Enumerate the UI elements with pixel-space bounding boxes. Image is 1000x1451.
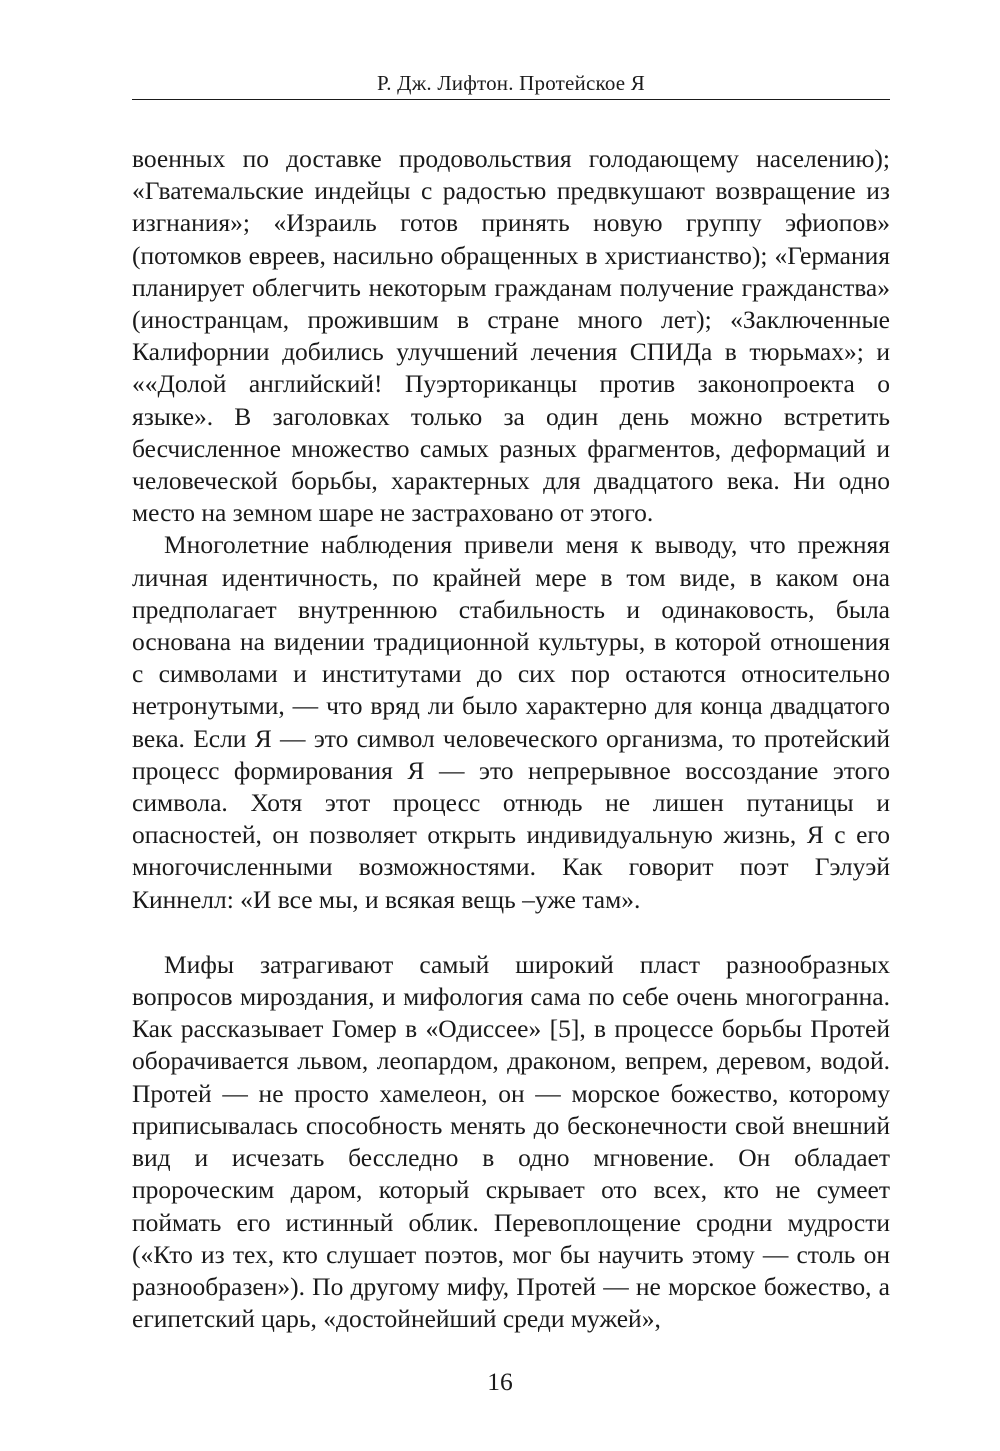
- paragraph-continued: военных по доставке продовольствия голодающему населению); «Гватемальские индейцы с радостью предвкушают возвращение из изгнания»; «Израиль готов принять новую группу эфиопов» (потомков евреев, насильно обращенных в христианство); «Германия планирует облегчить некоторым гражданам получение гражданства» (иностранцам, прожившим в стране много лет); «Заключенные Калифорнии добились улучшений лечения СПИДа в тюрьмах»; и ««Долой английский! Пуэрториканцы против законопроекта о языке». В заголовках только за один день можно встретить бесчисленное множество самых разных фрагментов, деформаций и человеческой борьбы, характерных для двадцатого века. Ни одно место на земном шаре не застраховано от этого.: [132, 144, 890, 528]
- paragraph-identity: Многолетние наблюдения привели меня к выводу, что прежняя личная идентичность, по крайней мере в том виде, в каком она предполагает внутреннюю стабильность и одинаковость, была основана на видении традиционной культуры, в которой отношения с символами и институтами до сих пор остаются относительно нетронутыми, — что вряд ли было характерно для конца двадцатого века. Если Я — это символ человеческого организма, то протейский процесс формирования Я — это непрерывное воссоздание этого символа. Хотя этот процесс отнюдь не лишен путаницы и опасностей, он позволяет открыть индивидуальную жизнь, Я с его многочисленными возможностями. Как говорит поэт Гэлуэй Киннелл: «И все мы, и всякая вещь –уже там».: [132, 530, 890, 914]
- header-rule: [132, 99, 890, 100]
- running-header: Р. Дж. Лифтон. Протейское Я: [377, 71, 645, 95]
- paragraph-myths: Мифы затрагивают самый широкий пласт разнообразных вопросов мироздания, и мифология сама по себе очень многогранна. Как рассказывает Гомер в «Одиссее» [5], в процессе борьбы Протей оборачивается львом, леопардом, драконом, вепрем, деревом, водой. Протей — не просто хамелеон, он — морское божество, которому приписывалась способность менять до бесконечности свой внешний вид и исчезать бесследно в одно мгновение. Он обладает пророческим даром, который скрывает ото всех, кто не сумеет поймать его истинный облик. Перевоплощение сродни мудрости («Кто из тех, кто слушает поэтов, мог бы научить этому — столь он разнообразен»). По другому мифу, Протей — не морское божество, а египетский царь, «достойнейший среди мужей»,: [132, 949, 890, 1334]
- body-text: [132, 143, 890, 1335]
- page-number: 16: [487, 1367, 513, 1396]
